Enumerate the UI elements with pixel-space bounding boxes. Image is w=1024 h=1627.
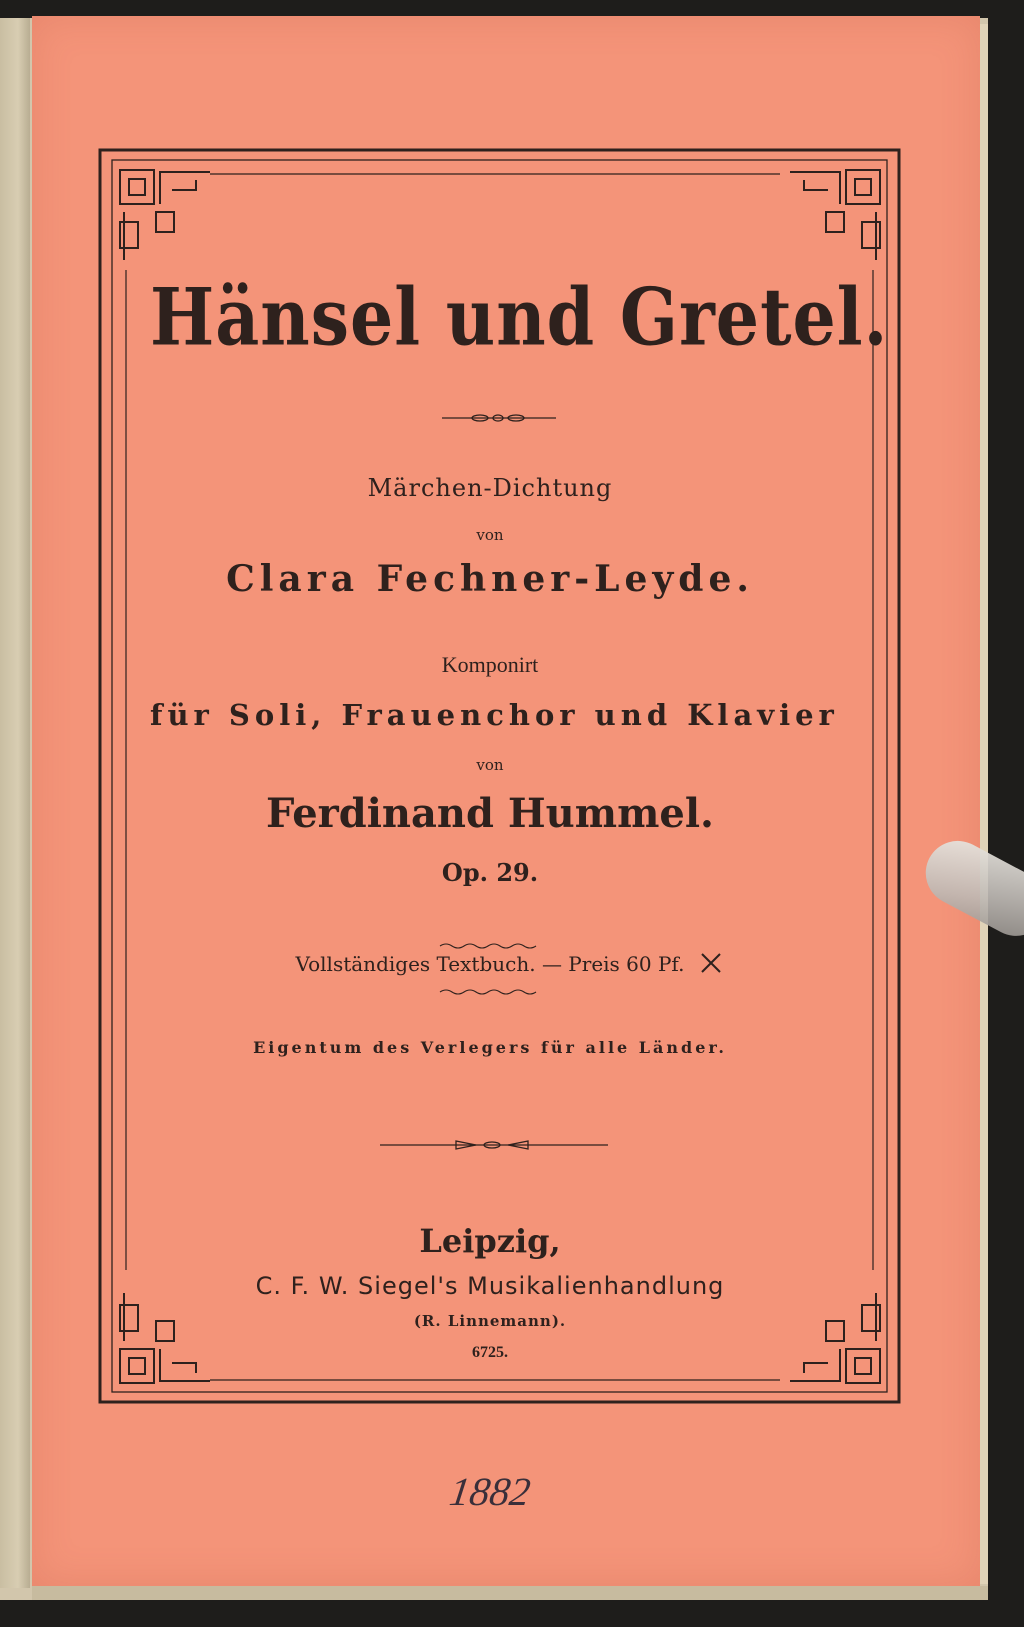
- author-name: Clara Fechner-Leyde.: [226, 558, 754, 600]
- corner-ornament-top-left: [120, 170, 210, 260]
- publisher-city: Leipzig,: [419, 1222, 561, 1260]
- work-subtitle: Märchen-Dichtung: [367, 474, 613, 502]
- by-label-author: von: [476, 526, 504, 544]
- publisher-proprietor: (R. Linnemann).: [413, 1312, 567, 1330]
- ornamental-rule-bottom: [380, 1141, 608, 1149]
- opus-number: Op. 29.: [441, 858, 539, 887]
- corner-ornament-top-right: [790, 170, 880, 260]
- composer-name: Ferdinand Hummel.: [266, 790, 714, 837]
- plate-number: 6725.: [472, 1344, 508, 1361]
- by-label-composer: von: [476, 756, 504, 774]
- textbook-price-line: Vollständiges Textbuch. — Preis 60 Pf.: [295, 952, 685, 976]
- handwritten-year: 1882: [446, 1469, 534, 1514]
- work-title: Hänsel und Gretel.: [150, 272, 889, 364]
- publisher-name: C. F. W. Siegel's Musikalienhandlung: [255, 1272, 725, 1300]
- composed-label: Komponirt: [441, 652, 539, 677]
- corner-ornament-bottom-left: [120, 1293, 210, 1383]
- corner-ornament-bottom-right: [790, 1293, 880, 1383]
- instrumentation-line: für Soli, Frauenchor und Klavier: [150, 698, 839, 732]
- ornamental-rule-top: [442, 415, 556, 421]
- rights-notice: Eigentum des Verlegers für alle Länder.: [253, 1038, 727, 1057]
